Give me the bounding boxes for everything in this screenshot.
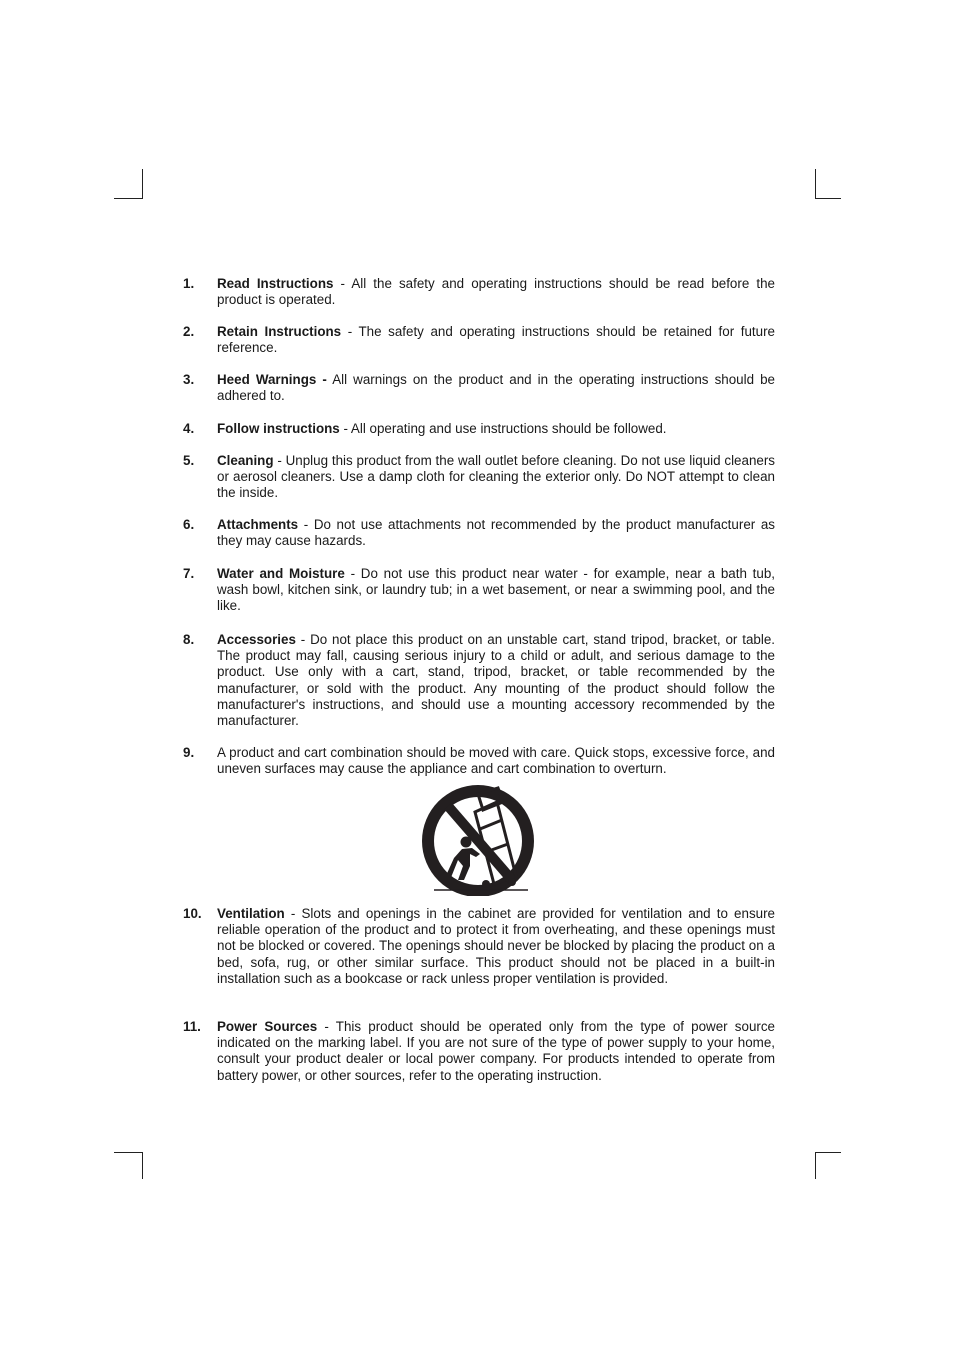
item-number: 8.	[183, 632, 195, 647]
crop-mark-bottom-right-v	[815, 1152, 816, 1179]
item-title: Attachments	[217, 517, 299, 532]
item-title: Retain Instructions	[217, 324, 342, 339]
item-number: 4.	[183, 421, 195, 436]
item-number: 9.	[183, 745, 195, 760]
item-text	[217, 566, 775, 615]
item-title: Cleaning	[217, 453, 274, 468]
item-text	[217, 906, 775, 987]
item-text	[217, 632, 775, 729]
crop-mark-top-right-v	[815, 169, 816, 199]
item-number: 1.	[183, 276, 195, 291]
item-body: - Unplug this product from the wall outlet before cleaning. Do not use liquid cleaners or aerosol cleaners. Use a damp cloth for cleaning the exterior only. Do NOT attempt to clean the inside.	[217, 453, 775, 501]
crop-mark-top-right-h	[815, 198, 841, 199]
item-title: Ventilation	[217, 906, 285, 921]
item-body: - The safety and operating instructions should be retained for future reference.	[217, 324, 775, 356]
item-number: 7.	[183, 566, 195, 581]
item-text	[217, 421, 775, 437]
item-text	[217, 324, 775, 356]
item-body: - Do not place this product on an unstable cart, stand tripod, bracket, or table. The product may fall, causing serious injury to a child or adult, and serious damage to the product. Use only with a cart, stand, tripod, bracket, or table recommended by the manufacturer, or sold with the product. Any mounting of the product should follow the manufacturer's instructions, and should use a mounting accessory recommended by the manufacturer.	[217, 632, 775, 729]
item-title: Read Instructions	[217, 276, 334, 291]
item-text	[217, 453, 775, 502]
item-title: Accessories	[217, 632, 296, 647]
item-number: 6.	[183, 517, 195, 532]
item-text	[217, 276, 775, 308]
item-number: 11.	[183, 1019, 201, 1034]
item-text	[217, 1019, 775, 1084]
item-number: 5.	[183, 453, 195, 468]
item-body: - Do not use attachments not recommended by the product manufacturer as they may cause hazards.	[217, 517, 775, 549]
crop-mark-bottom-left-v	[142, 1152, 143, 1179]
cart-tip-over-warning-icon	[420, 784, 538, 896]
item-text	[217, 517, 775, 549]
item-body: - This product should be operated only from the type of power source indicated on the marking label. If you are not sure of the type of power supply to your home, consult your product dealer or local power company. For products intended to operate from battery power, or other sources, refer to the operating instruction.	[217, 1019, 775, 1083]
item-body: All warnings on the product and in the operating instructions should be adhered to.	[217, 372, 776, 404]
item-body: - Slots and openings in the cabinet are provided for ventilation and to ensure reliable operation of the product and to protect it from overheating, and these openings must not be blocked or covered. The openings should never be blocked by placing the product on a bed, sofa, rug, or other similar surface. This product should not be placed in a built-in installation such as a bookcase or rack unless proper ventilation is provided.	[217, 906, 775, 986]
item-title: Follow instructions	[217, 421, 340, 436]
item-text	[217, 372, 775, 404]
item-title: Water and Moisture	[217, 566, 345, 581]
item-body: - All operating and use instructions should be followed.	[339, 421, 667, 436]
item-title: Heed Warnings -	[217, 372, 327, 387]
item-body: A product and cart combination should be moved with care. Quick stops, excessive force, and uneven surfaces may cause the appliance and cart combination to overturn.	[217, 745, 775, 777]
crop-mark-bottom-left-h	[114, 1152, 143, 1153]
item-text	[217, 745, 775, 777]
item-number: 10.	[183, 906, 202, 921]
item-number: 3.	[183, 372, 195, 387]
crop-mark-bottom-right-h	[815, 1152, 841, 1153]
crop-mark-top-left-v	[142, 169, 143, 199]
item-body: - All the safety and operating instructions should be read before the product is operated.	[217, 276, 775, 308]
item-number: 2.	[183, 324, 195, 339]
crop-mark-top-left-h	[114, 198, 143, 199]
item-body: - Do not use this product near water - for example, near a bath tub, wash bowl, kitchen sink, or laundry tub; in a wet basement, or near a swimming pool, and the like.	[217, 566, 775, 614]
item-title: Power Sources	[217, 1019, 318, 1034]
